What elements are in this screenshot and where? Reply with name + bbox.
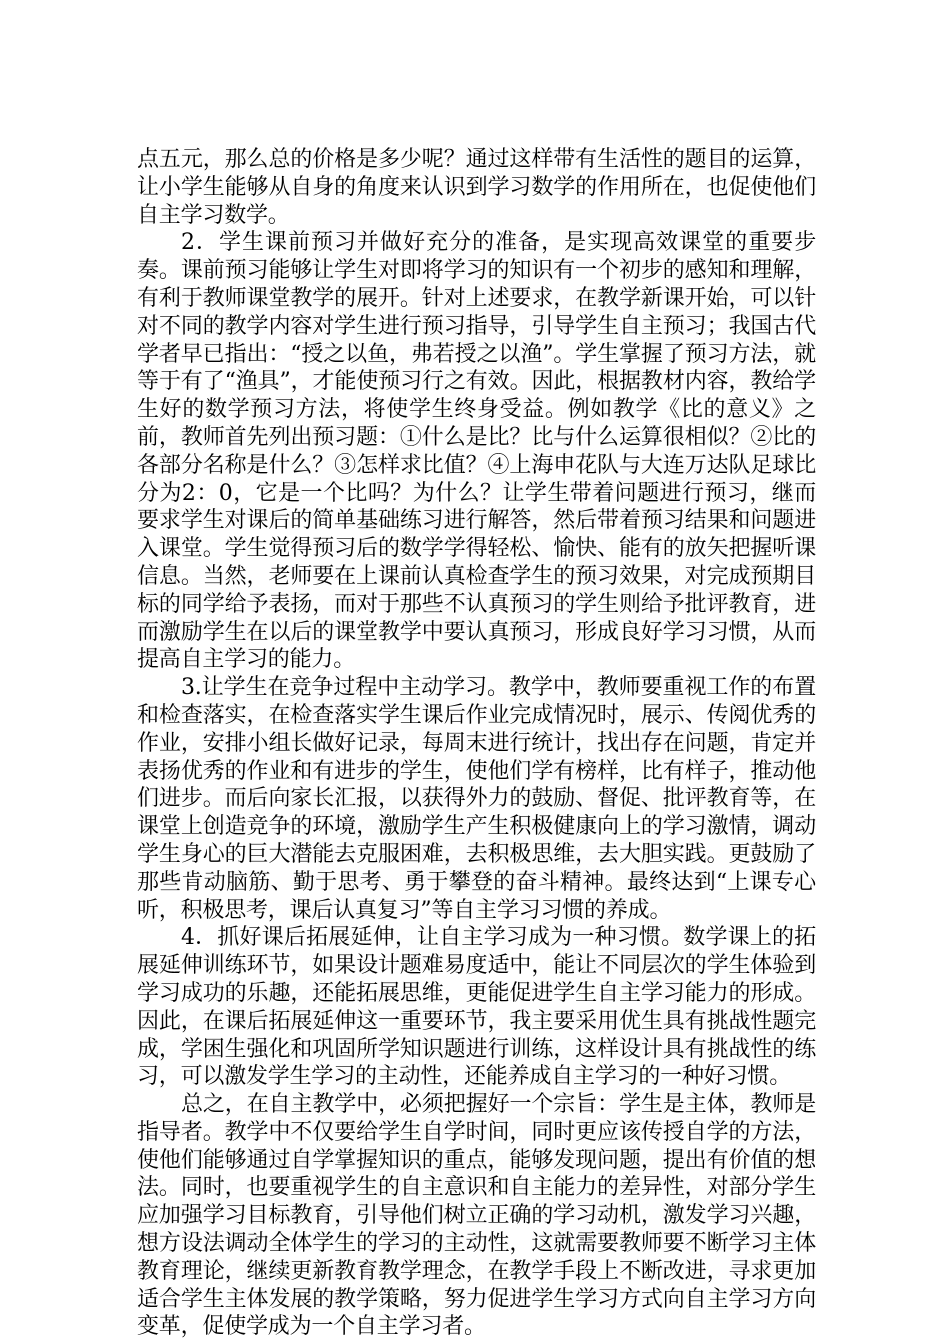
paragraph-preview-study: 2．学生课前预习并做好充分的准备，是实现高效课堂的重要步奏。课前预习能够让学生对即将学习的知识有一个初步的感知和理解，有利于教师课堂教学的展开。针对上述要求，在教学新课开始，可以针对不同的教学内容对学生进行预习指导，引导学生自主预习；我国古代学者早已指出：“授之以鱼，弗若授之以渔”。学生掌握了预习方法，就等于有了“渔具”，才能使预习行之有效。因此，根据教材内容，教给学生好的数学预习方法，将使学生终身受益。例如教学《比的意义》之前，教师首先列出预习题：①什么是比？比与什么运算很相似？②比的各部分名称是什么？③怎样求比值？④上海申花队与大连万达队足球比分为2：0，它是一个比吗？为什么？让学生带着问题进行预习，继而要求学生对课后的简单基础练习进行解答，然后带着预习结果和问题进入课堂。学生觉得预习后的数学学得轻松、愉快、能有的放矢把握听课信息。当然，老师要在上课前认真检查学生的预习效果，对完成预期目标的同学给予表扬，而对于那些不认真预习的学生则给予批评教育，进而激励学生在以后的课堂教学中要认真预习，形成良好学习习惯，从而提高自主学习的能力。 — [137, 230, 816, 673]
paragraph-extension-habit: 4．抓好课后拓展延伸，让自主学习成为一种习惯。数学课上的拓展延伸训练环节，如果设计题难易度适中，能让不同层次的学生体验到学习成功的乐趣，还能拓展思维，更能促进学生自主学习能力的形成。因此，在课后拓展延伸这一重要环节，我主要采用优生具有挑战性题完成，学困生强化和巩固所学知识题进行训练，这样设计具有挑战性的练习，可以激发学生学习的主动性，还能养成自主学习的一种好习惯。 — [137, 925, 816, 1090]
paragraph-competition-learning: 3.让学生在竞争过程中主动学习。教学中，教师要重视工作的布置和检查落实，在检查落实学生课后作业完成情况时，展示、传阅优秀的作业，安排小组长做好记录，每周末进行统计，找出存在问题，肯定并表扬优秀的作业和有进步的学生，使他们学有榜样，比有样子，推动他们进步。而后向家长汇报，以获得外力的鼓励、督促、批评教育等，在课堂上创造竞争的环境，激励学生产生积极健康向上的学习激情，调动学生身心的巨大潜能去克服困难，去积极思维，去大胆实践。更鼓励了那些肯动脑筋、勤于思考、勇于攀登的奋斗精神。最终达到“上课专心听，积极思考，课后认真复习”等自主学习习惯的养成。 — [137, 675, 816, 923]
paragraph-conclusion: 总之，在自主教学中，必须把握好一个宗旨：学生是主体，教师是指导者。教学中不仅要给学生自学时间，同时更应该传授自学的方法，使他们能够通过自学掌握知识的重点，能够发现问题，提出有价值的想法。同时，也要重视学生的自主意识和自主能力的差异性，对部分学生应加强学习目标教育，引导他们树立正确的学习动机，激发学习兴趣，想方设法调动全体学生的学习的主动性，这就需要教师要不断学习主体教育理论，继续更新教育教学理念，在教学手段上不断改进，寻求更加适合学生主体发展的教学策略，努力促进学生学习方式向自主学习方向变革，促使学成为一个自主学习者。 — [137, 1092, 816, 1340]
paragraph-continuation: 点五元，那么总的价格是多少呢？通过这样带有生活性的题目的运算，让小学生能够从自身的角度来认识到学习数学的作用所在，也促使他们自主学习数学。 — [137, 147, 816, 228]
document-page — [137, 146, 816, 1341]
